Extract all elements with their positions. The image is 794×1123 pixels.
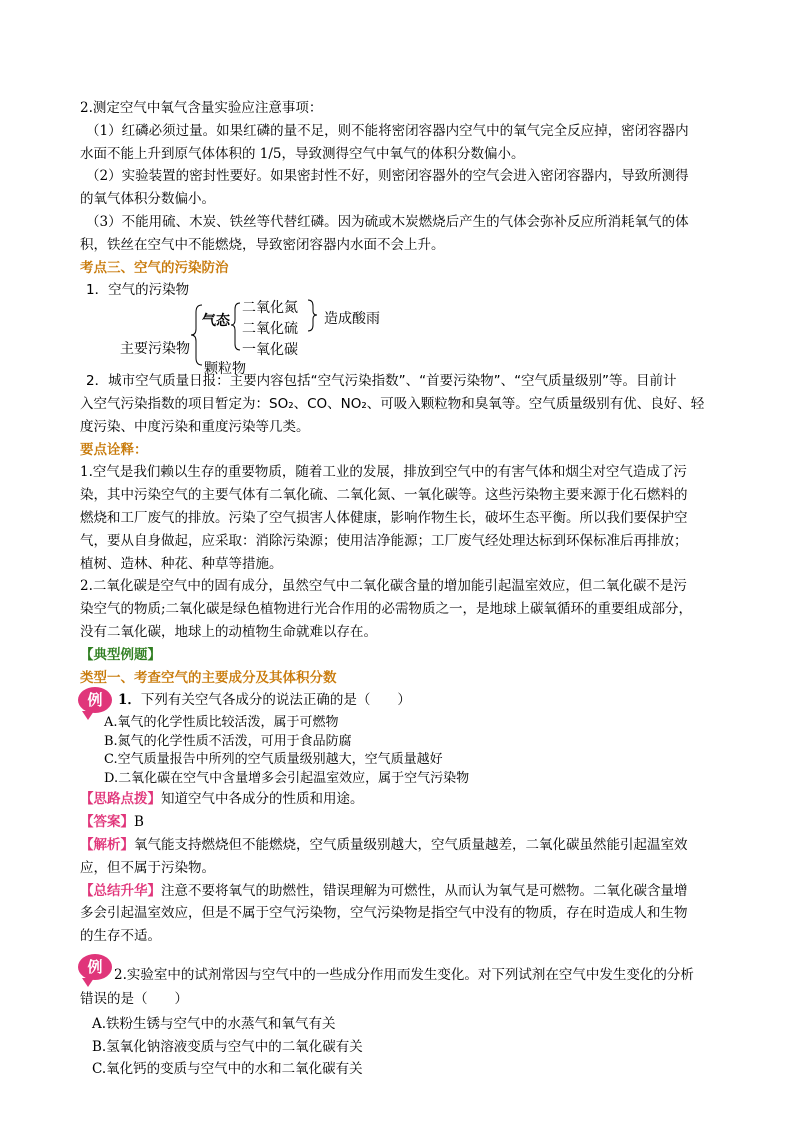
question-1-header [80,689,720,711]
acid-rain-brace-icon [306,298,318,334]
air-quality-report-line-3: 度污染、中度污染和重度污染等几类。 [80,418,310,435]
key-point-2-line-2: 染空气的物质;二氧化碳是绿色植物进行光合作用的必需物质之一，是地球上碳氧循环的重要组成部分， [80,601,693,618]
question-1-summary-line-1: 【总结升华】注意不要将氧气的助燃性，错误理解为可燃性，从而认为氧气是可燃物。二氧化碳含量增 [80,882,688,899]
diagram-so2: 二氧化硫 [242,321,298,338]
key-point-1-line-5: 植树、造林、种花、种草等措施。 [80,555,283,572]
gas-brace-icon [230,300,242,354]
question-2-option-c: C.氧化钙的变质与空气中的水和二氧化碳有关 [92,1061,363,1078]
question-2-option-b: B.氢氧化钠溶液变质与空气中的二氧化碳有关 [92,1038,363,1055]
air-quality-report-line-1: 2．城市空气质量日报：主要内容包括“空气污染指数”、“首要污染物”、“空气质量级别”等。目前计 [86,373,677,390]
diagram-co: 一氧化碳 [242,342,298,359]
key-point-1-line-1: 1.空气是我们赖以生存的重要物质，随着工业的发展，排放到空气中的有害气体和烟尘对空气造成了污 [80,464,687,481]
heading-typical-examples: 【典型例题】 [80,646,161,663]
question-2-options [80,1011,720,1081]
example-badge-icon: 例 [78,687,112,713]
question-1-options [80,711,720,788]
summary-tag: 【总结升华】 [80,882,161,899]
note-3-line-2: 积，铁丝在空气中不能燃烧，导致密闭容器内水面不会上升。 [80,236,445,253]
note-3-line-1: （3）不能用硫、木炭、铁丝等代替红磷。因为硫或木炭燃烧后产生的气体会弥补反应所消耗氧气的体 [86,213,689,230]
question-1-analysis-line-2: 应，但不属于污染物。 [80,859,215,876]
question-1-summary-line-2: 多会引起温室效应，但是不属于空气污染物，空气污染物是指空气中没有的物质，存在时造成人和生物 [80,905,688,922]
document-page [80,97,720,1081]
hint-tag: 【思路点拨】 [80,791,161,808]
note-2-line-2: 的氧气体积分数偏小。 [80,191,215,208]
question-1-stem: 下列有关空气各成分的说法正确的是（ ） [140,692,411,709]
question-1-option-a: A.氧气的化学性质比较活泼，属于可燃物 [104,715,339,731]
heading-type-1: 类型一、考查空气的主要成分及其体积分数 [80,669,337,686]
question-1-option-d: D.二氧化碳在空气中含量增多会引起温室效应，属于空气污染物 [104,770,470,786]
key-point-1-line-3: 燃烧和工厂废气的排放。污染了空气损害人体健康，影响作物生长，破坏生态平衡。所以我们要保护空 [80,509,688,526]
diagram-no2: 二氧化氮 [242,300,298,317]
section-title-oxygen-notes: 2.测定空气中氧气含量实验应注意事项： [80,100,323,116]
example-badge-icon: 例 [78,954,112,980]
pollutants-item-1: 1．空气的污染物 [86,282,190,299]
note-1-line-2: 水面不能上升到原气体体积的 1/5，导致测得空气中氧气的体积分数偏小。 [80,145,525,162]
air-quality-report-line-2: 入空气污染指数的项目暂定为：SO₂、CO、NO₂、可吸入颗粒物和臭氧等。空气质量级别有优、良好、轻 [80,395,705,412]
diagram-particles: 颗粒物 [204,361,246,378]
question-1-option-c: C.空气质量报告中所列的空气质量级别越大，空气质量越好 [104,752,443,768]
diagram-main-pollutants: 主要污染物 [120,341,190,358]
question-1-answer: 【答案】B [80,814,144,831]
question-1-option-b: B.氮气的化学性质不活泼，可用于食品防腐 [104,733,352,749]
question-2-stem-line-2: 错误的是（ ） [80,990,188,1007]
key-point-1-line-2: 染，其中污染空气的主要气体有二氧化硫、二氧化氮、一氧化碳等。这些污染物主要来源于化石燃料的 [80,487,688,504]
question-1-number: 1． [118,692,141,709]
answer-tag: 【答案】 [80,814,134,831]
question-1-hint: 【思路点拨】知道空气中各成分的性质和用途。 [80,791,364,808]
diagram-gas-state: 气态 [202,313,230,330]
key-point-2-line-3: 没有二氧化碳，地球上的动植物生命就难以存在。 [80,623,377,640]
question-2-stem-line-1: 2.实验室中的试剂常因与空气中的一些成分作用而发生变化。对下列试剂在空气中发生变化的分析 [114,966,694,983]
key-point-2-line-1: 2.二氧化碳是空气中的固有成分，虽然空气中二氧化碳含量的增加能引起温室效应，但二氧化碳不是污 [80,578,687,595]
question-2-header [80,954,720,983]
note-1-line-1: （1）红磷必须过量。如果红磷的量不足，则不能将密闭容器内空气中的氧气完全反应掉，密闭容器内 [86,122,689,139]
key-point-1-line-4: 气，要从自身做起，应采取：消除污染源；使用洁净能源；工厂废气经处理达标到环保标准后再排放； [80,532,688,549]
question-1-analysis-line-1: 【解析】氧气能支持燃烧但不能燃烧，空气质量级别越大，空气质量越差，二氧化碳虽然能引起温室效 [80,836,688,853]
pollutants-diagram [80,300,720,378]
question-2-option-a: A.铁粉生锈与空气中的水蒸气和氧气有关 [92,1015,336,1032]
heading-key-points: 要点诠释： [80,441,148,458]
note-2-line-1: （2）实验装置的密封性要好。如果密封性不好，则密闭容器外的空气会进入密闭容器内，导致所测得 [86,168,689,185]
heading-kaodian-3: 考点三、空气的污染防治 [80,259,229,276]
diagram-acid-rain: 造成酸雨 [324,311,380,328]
analysis-tag: 【解析】 [80,836,134,853]
question-1-summary-line-3: 的生存不适。 [80,928,161,945]
